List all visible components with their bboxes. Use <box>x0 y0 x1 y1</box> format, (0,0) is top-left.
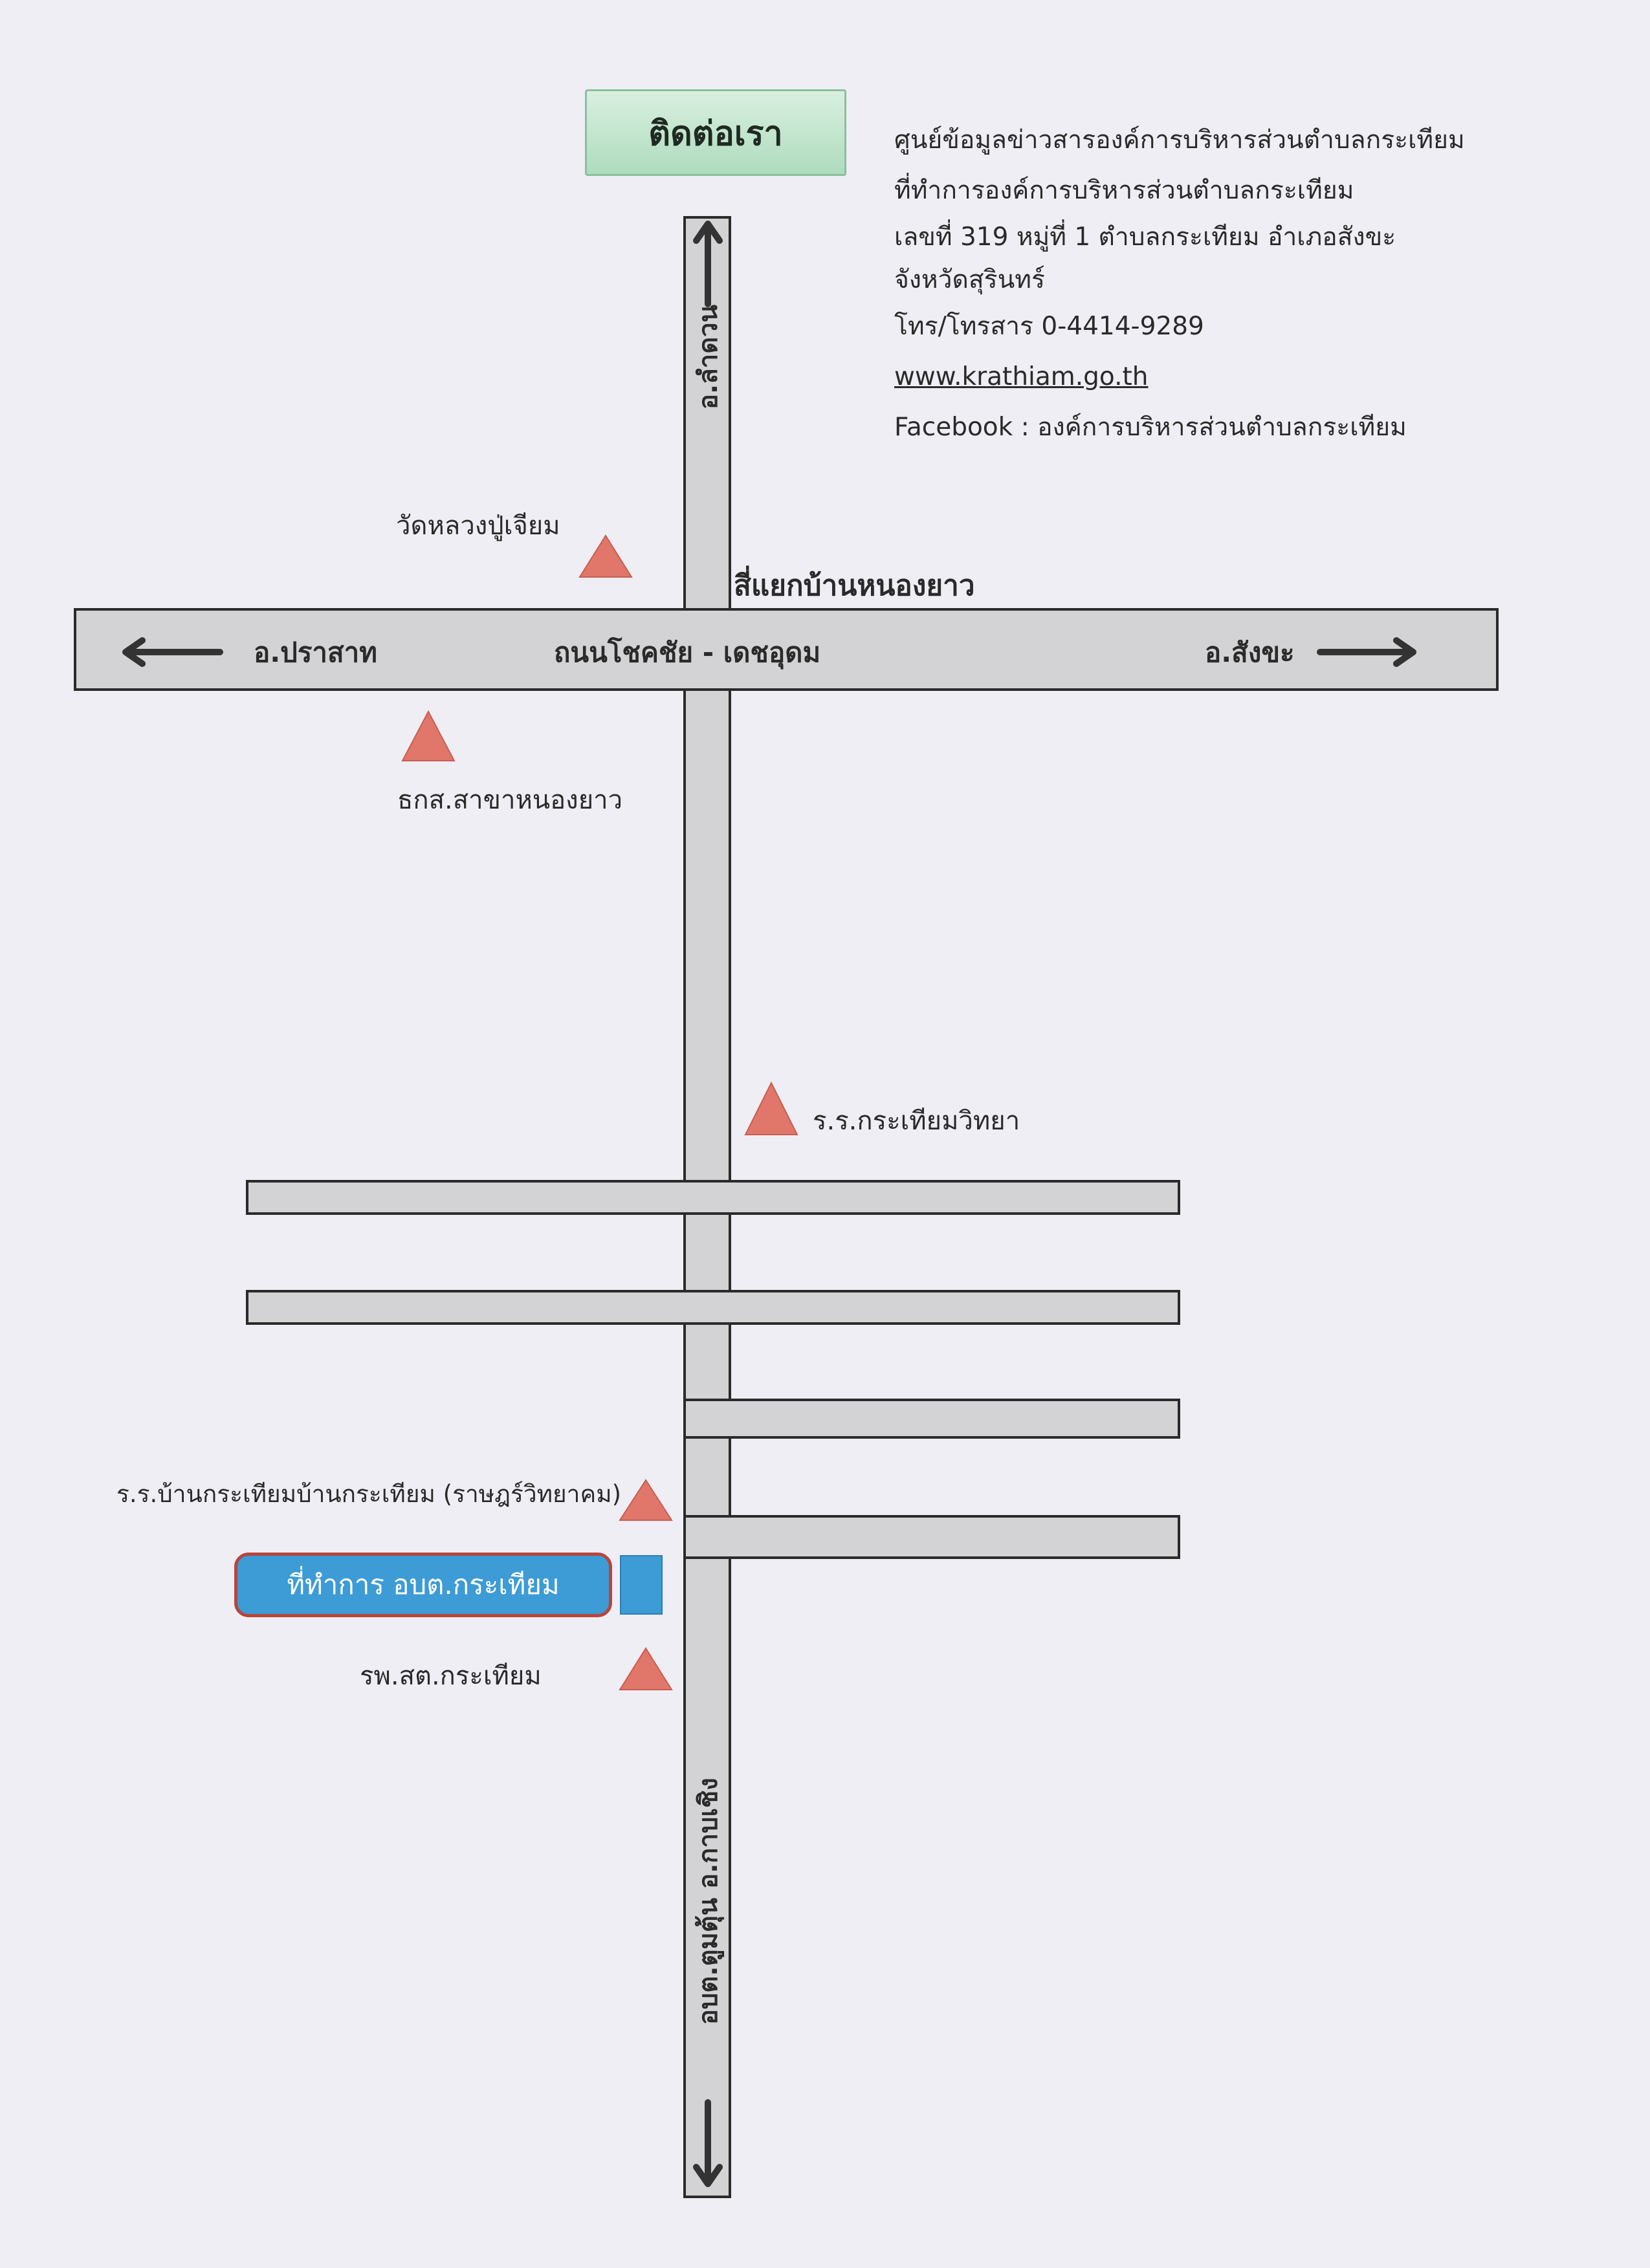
info-facebook: Facebook : องค์การบริหารส่วนตำบลกระเทียม <box>894 413 1407 442</box>
temple-marker-icon <box>580 536 632 577</box>
side-road-3 <box>685 1400 1179 1437</box>
bank-marker-icon <box>402 712 454 761</box>
contact-title-box <box>585 89 846 176</box>
info-center-name: ศูนย์ข้อมูลข่าวสารองค์การบริหารส่วนตำบลกระเทียม <box>894 125 1465 155</box>
main-road-label: ถนนโชคชัย - เดชอุดม <box>554 637 821 668</box>
school-high-label: ร.ร.กระเทียมวิทยา <box>813 1106 1020 1136</box>
bank-label: ธกส.สาขาหนองยาว <box>397 785 623 815</box>
south-road-label: อบต.ตูมตุ้น อ.กาบเชิง <box>694 1778 723 2025</box>
school-primary-label: ร.ร.บ้านกระเทียมบ้านกระเทียม (ราษฎร์วิทยาคม) <box>116 1480 622 1508</box>
office-location-box <box>234 1553 612 1617</box>
west-direction-label: อ.ปราสาท <box>254 637 377 668</box>
info-address-line1: เลขที่ 319 หมู่ที่ 1 ตำบลกระเทียม อำเภอสังขะ <box>894 223 1396 252</box>
info-phone: โทร/โทรสาร 0-4414-9289 <box>894 312 1204 341</box>
north-road-label: อ.ลำดวน <box>694 305 723 409</box>
info-office-name: ที่ทำการองค์การบริหารส่วนตำบลกระเทียม <box>894 176 1354 205</box>
info-address-line2: จังหวัดสุรินทร์ <box>894 265 1045 294</box>
east-direction-label: อ.สังขะ <box>1205 637 1295 668</box>
temple-label: วัดหลวงปู่เจียม <box>396 511 560 541</box>
info-website-link[interactable]: www.krathiam.go.th <box>894 362 1149 391</box>
office-label: ที่ทำการ อบต.กระเทียม <box>287 1569 560 1600</box>
hospital-marker-icon <box>620 1648 672 1690</box>
side-road-4 <box>685 1516 1179 1558</box>
contact-info-block <box>894 115 1465 453</box>
hospital-label: รพ.สต.กระเทียม <box>360 1661 542 1691</box>
office-building-marker-icon <box>620 1555 663 1615</box>
intersection-label: สี่แยกบ้านหนองยาว <box>734 569 975 602</box>
contact-title: ติดต่อเรา <box>648 114 783 153</box>
school-high-marker-icon <box>745 1083 797 1135</box>
